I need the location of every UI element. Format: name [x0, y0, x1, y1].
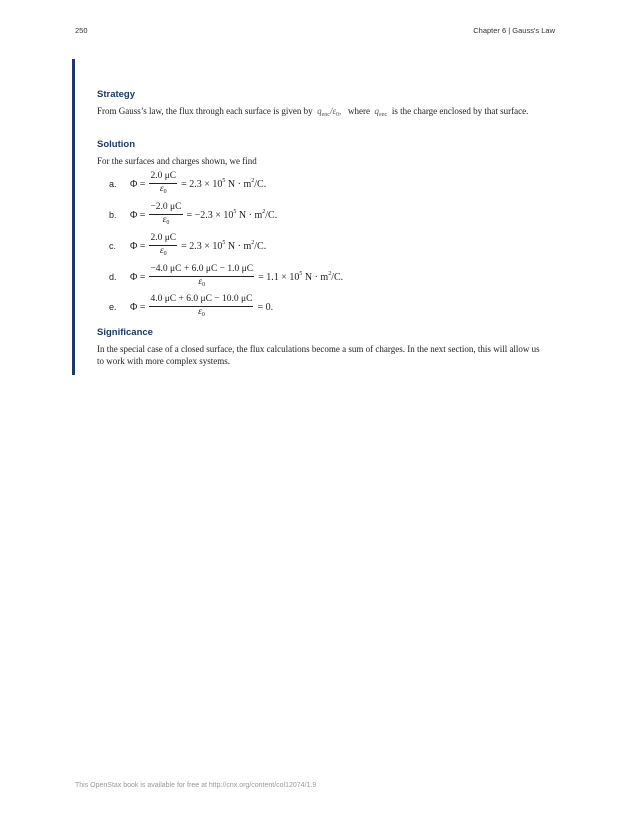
strategy-paragraph	[97, 103, 547, 123]
strategy-formula: $q_{enc}/\varepsilon_0$,	[317, 106, 342, 118]
equation-denominator: $\varepsilon_0$	[162, 214, 170, 226]
equation-e	[109, 293, 529, 321]
equation-body	[130, 170, 266, 198]
equation-fraction	[149, 171, 177, 198]
equation-fraction	[149, 233, 177, 260]
equation-lhs: Φ =	[130, 271, 146, 283]
strategy-heading: Strategy	[97, 89, 136, 100]
strategy-text-after: is the charge enclosed by that surface.	[391, 106, 529, 116]
page-header	[75, 26, 555, 38]
equation-rhs: = $1.1 \times 10^5$ $N \cdot m^2/C$.	[258, 271, 344, 283]
equation-a	[109, 170, 529, 198]
equation-letter: c.	[109, 241, 117, 251]
equation-body	[130, 232, 266, 260]
chapter-title: Chapter 6 | Gauss's Law	[473, 26, 555, 35]
equation-numerator: 2.0 μC	[149, 171, 177, 184]
equation-rhs: = 0.	[257, 301, 274, 313]
equation-numerator: 4.0 μC + 6.0 μC − 10.0 μC	[149, 294, 253, 307]
equation-lhs: Φ =	[130, 178, 146, 190]
strategy-where: where	[348, 106, 370, 116]
equation-denominator: $\varepsilon_0$	[198, 306, 205, 318]
significance-paragraph: In the special case of a closed surface, the flux calculations become a sum of charges. In the next section, this will allow us to work with more complex systems.	[97, 344, 540, 366]
equation-letter: a.	[109, 179, 117, 189]
equation-numerator: 2.0 μC	[149, 233, 177, 246]
equation-rhs: = $2.3 \times 10^5$ $N \cdot m^2/C$.	[181, 240, 267, 252]
significance-heading: Significance	[97, 327, 153, 338]
equation-fraction	[149, 202, 182, 229]
equation-fraction	[149, 264, 254, 291]
equation-body	[130, 263, 343, 291]
example-box	[72, 59, 552, 375]
equation-b	[109, 201, 529, 229]
footer-note: This OpenStax book is available for free at http://cnx.org/content/col12074/1.9	[75, 782, 317, 789]
equation-letter: b.	[109, 210, 117, 220]
equation-lhs: Φ =	[130, 209, 146, 221]
equation-letter: e.	[109, 302, 117, 312]
equation-letter: d.	[109, 272, 117, 282]
equation-denominator: $\varepsilon_0$	[198, 276, 206, 288]
equation-fraction	[149, 294, 253, 321]
equation-body	[130, 201, 277, 229]
equation-numerator: −2.0 μC	[149, 202, 182, 215]
equation-d	[109, 263, 529, 291]
equation-rhs: = $2.3 \times 10^5$ $N \cdot m^2/C$.	[181, 178, 267, 190]
equation-rhs: = $-2.3 \times 10^5$ $N \cdot m^2/C$.	[186, 209, 278, 221]
equation-body	[130, 293, 273, 321]
equation-numerator: −4.0 μC + 6.0 μC − 1.0 μC	[149, 264, 254, 277]
equation-c	[109, 232, 529, 260]
solution-heading: Solution	[97, 139, 135, 150]
strategy-symbol: $q_{enc}$	[374, 106, 388, 118]
equation-lhs: Φ =	[130, 301, 146, 313]
page-number: 250	[75, 26, 88, 35]
equation-denominator: $\varepsilon_0$	[159, 245, 167, 257]
equation-lhs: Φ =	[130, 240, 146, 252]
equation-denominator: $\varepsilon_0$	[159, 183, 167, 195]
solution-intro: For the surfaces and charges shown, we find	[97, 156, 257, 166]
strategy-text-before: From Gauss’s law, the flux through each surface is given by	[97, 106, 313, 116]
